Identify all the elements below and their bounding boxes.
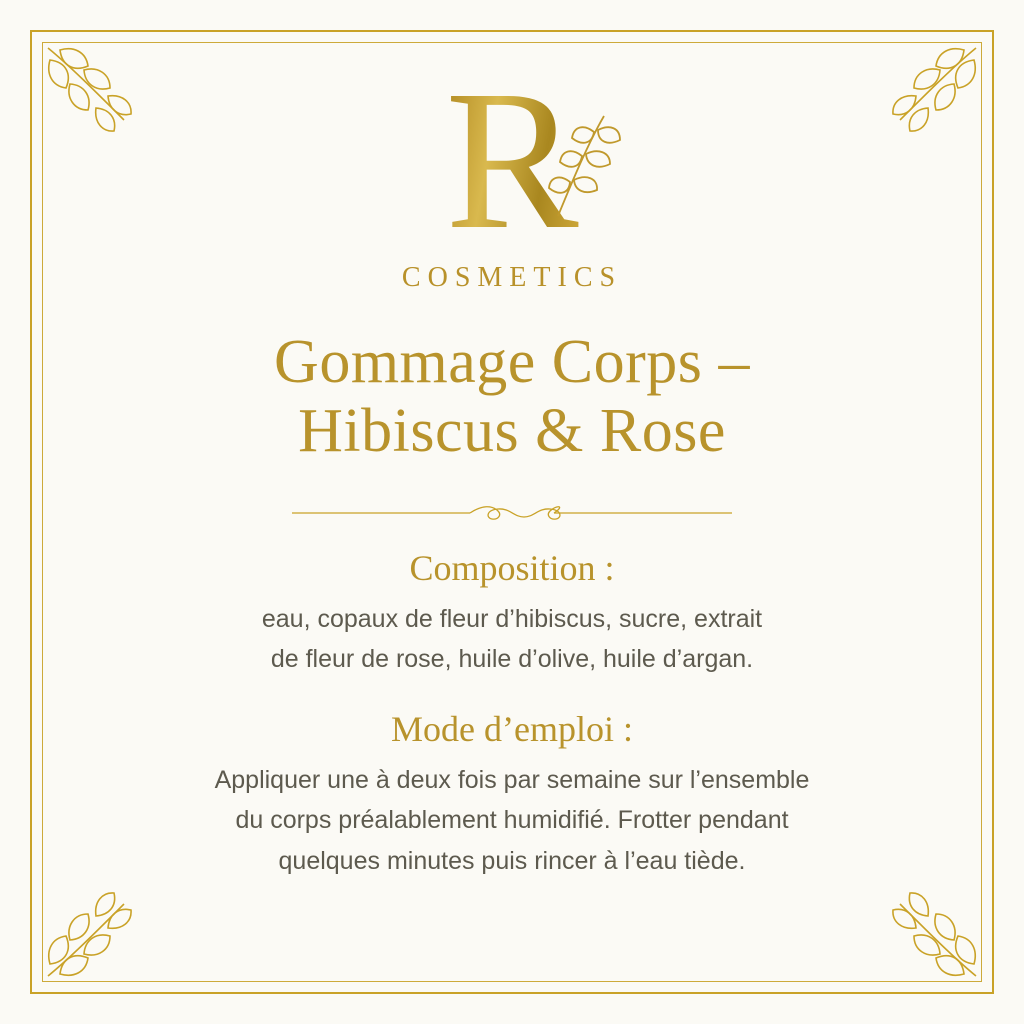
composition-line-1: eau, copaux de fleur d’hibiscus, sucre, extrait bbox=[261, 604, 763, 633]
brand-logo bbox=[352, 50, 672, 271]
flourish-divider-icon bbox=[292, 501, 732, 525]
brand-name: COSMETICS bbox=[401, 262, 623, 293]
product-title-line-1: Gommage Corps – bbox=[274, 328, 750, 396]
brand-monogram: R bbox=[445, 50, 579, 271]
usage-section bbox=[60, 708, 964, 882]
composition-heading: Composition : bbox=[409, 547, 615, 588]
usage-body bbox=[142, 760, 882, 882]
usage-line-2: du corps préalablement humidifié. Frotter pendant bbox=[235, 806, 789, 835]
usage-line-1: Appliquer une à deux fois par semaine sur l’ensemble bbox=[214, 765, 810, 794]
page-title bbox=[274, 328, 750, 467]
composition-line-2: de fleur de rose, huile d’olive, huile d’argan. bbox=[270, 645, 754, 674]
olive-branch-icon bbox=[532, 110, 624, 222]
composition-body bbox=[152, 599, 872, 680]
usage-heading: Mode d’emploi : bbox=[391, 708, 633, 749]
usage-line-3: quelques minutes puis rincer à l’eau tiède. bbox=[278, 846, 746, 875]
composition-section bbox=[60, 547, 964, 680]
label-content bbox=[60, 52, 964, 972]
product-title-line-2: Hibiscus & Rose bbox=[298, 397, 726, 466]
